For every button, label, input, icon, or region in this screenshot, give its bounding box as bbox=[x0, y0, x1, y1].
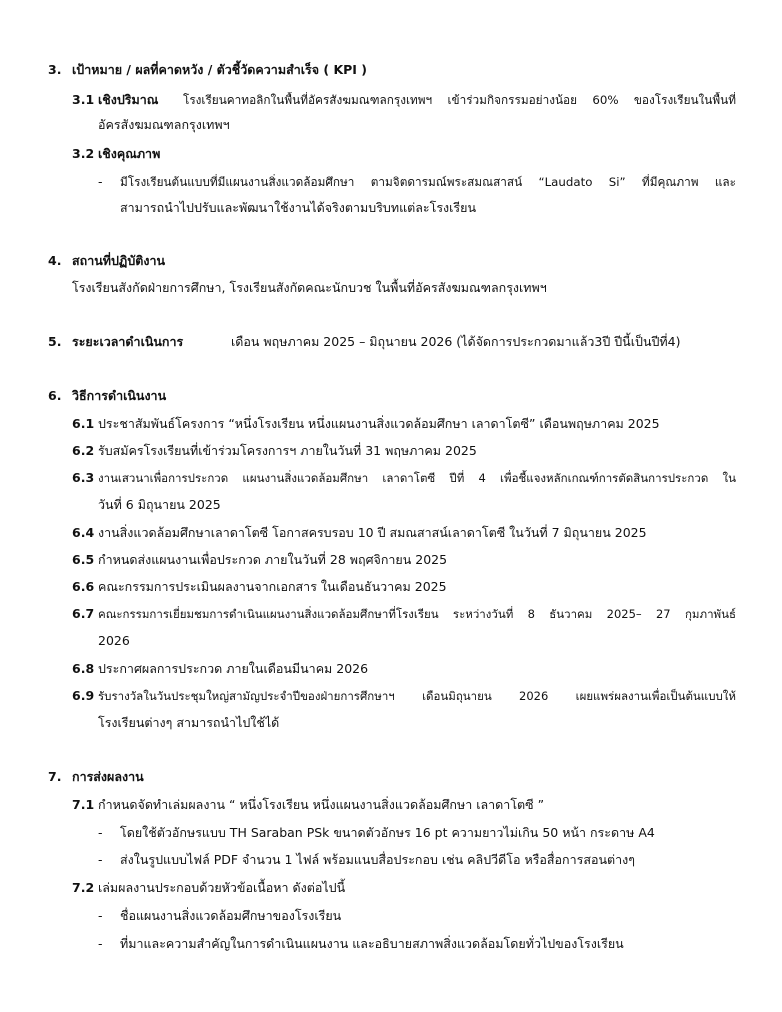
section-7-2-bullet-1-dash: - bbox=[98, 908, 103, 923]
section-3-number: 3. bbox=[48, 62, 62, 77]
section-7-number: 7. bbox=[48, 769, 62, 784]
section-6-9-line-1: รับรางวัลในวันประชุมใหญ่สามัญประจำปีของฝ่ายการศึกษาฯ เดือนมิถุนายน 2026 เผยแพร่ผลงานเพื่อเป็นต้นแบบให้ bbox=[98, 689, 736, 703]
section-6-7-number: 6.7 bbox=[72, 606, 95, 621]
section-6-3-number: 6.3 bbox=[72, 470, 95, 485]
section-6-9-line-2: โรงเรียนต่างๆ สามารถนำไปใช้ได้ bbox=[98, 715, 280, 730]
section-6-title: วิธีการดำเนินงาน bbox=[72, 388, 167, 403]
section-6-8-text: ประกาศผลการประกวด ภายในเดือนมีนาคม 2026 bbox=[98, 661, 369, 676]
section-3-2-line-1: มีโรงเรียนต้นแบบที่มีแผนงานสิ่งแวดล้อมศึกษา ตามจิตดารมณ์พระสมณสาสน์ “Laudato Si” ที่มีคุณภาพ และ bbox=[120, 175, 736, 189]
section-7-1-bullet-1: โดยใช้ตัวอักษรแบบ TH Saraban PSk ขนาดตัวอักษร 16 pt ความยาวไม่เกิน 50 หน้า กระดาษ A4 bbox=[120, 825, 655, 840]
section-7-2-bullet-2-dash: - bbox=[98, 936, 103, 951]
section-3-1-label: เชิงปริมาณ bbox=[98, 92, 159, 107]
section-7-2-bullet-1: ชื่อแผนงานสิ่งแวดล้อมศึกษาของโรงเรียน bbox=[120, 908, 342, 923]
section-6-6-number: 6.6 bbox=[72, 579, 95, 594]
section-5-title: ระยะเวลาดำเนินการ bbox=[72, 334, 184, 349]
section-6-1-text: ประชาสัมพันธ์โครงการ “หนึ่งโรงเรียน หนึ่งแผนงานสิ่งแวดล้อมศึกษา เลาดาโตซี” เดือนพฤษภาคม 2025 bbox=[98, 416, 660, 431]
section-3-2-number: 3.2 bbox=[72, 146, 95, 161]
section-6-7-line-2: 2026 bbox=[98, 633, 130, 648]
section-5-number: 5. bbox=[48, 334, 62, 349]
section-6-2-number: 6.2 bbox=[72, 443, 95, 458]
section-4-body: โรงเรียนสังกัดฝ่ายการศึกษา, โรงเรียนสังกัดคณะนักบวช ในพื้นที่อัครสังฆมณฑลกรุงเทพฯ bbox=[72, 280, 547, 295]
section-3-2-label: เชิงคุณภาพ bbox=[98, 146, 161, 161]
section-6-3-line-1: งานเสวนาเพื่อการประกวด แผนงานสิ่งแวดล้อมศึกษา เลาดาโตซี ปีที่ 4 เพื่อชี้แจงหลักเกณฑ์การตัดสินการประกวด ใน bbox=[98, 471, 736, 485]
section-3-1-number: 3.1 bbox=[72, 92, 95, 107]
section-4-title: สถานที่ปฏิบัติงาน bbox=[72, 253, 166, 268]
section-4-number: 4. bbox=[48, 253, 62, 268]
section-7-1-text: กำหนดจัดทำเล่มผลงาน “ หนึ่งโรงเรียน หนึ่งแผนงานสิ่งแวดล้อมศึกษา เลาดาโตซี ” bbox=[98, 797, 545, 812]
section-6-4-number: 6.4 bbox=[72, 525, 95, 540]
section-3-2-dash: - bbox=[98, 174, 103, 189]
section-6-2-text: รับสมัครโรงเรียนที่เข้าร่วมโครงการฯ ภายในวันที่ 31 พฤษภาคม 2025 bbox=[98, 443, 477, 458]
section-7-1-bullet-1-dash: - bbox=[98, 825, 103, 840]
section-6-7-line-1: คณะกรรมการเยี่ยมชมการดำเนินแผนงานสิ่งแวดล้อมศึกษาที่โรงเรียน ระหว่างวันที่ 8 ธันวาคม 2025– 27 กุมภาพันธ์ bbox=[98, 607, 736, 621]
section-7-2-bullet-2: ที่มาและความสำคัญในการดำเนินแผนงาน และอธิบายสภาพสิ่งแวดล้อมโดยทั่วไปของโรงเรียน bbox=[120, 936, 624, 951]
section-6-6-text: คณะกรรมการประเมินผลงานจากเอกสาร ในเดือนธันวาคม 2025 bbox=[98, 579, 447, 594]
section-7-2-text: เล่มผลงานประกอบด้วยหัวข้อเนื้อหา ดังต่อไปนี้ bbox=[98, 880, 346, 895]
section-6-number: 6. bbox=[48, 388, 62, 403]
section-7-1-number: 7.1 bbox=[72, 797, 95, 812]
section-6-5-number: 6.5 bbox=[72, 552, 95, 567]
section-6-4-text: งานสิ่งแวดล้อมศึกษาเลาดาโตซี โอกาสครบรอบ 10 ปี สมณสาสน์เลาดาโตซี ในวันที่ 7 มิถุนายน 2025 bbox=[98, 525, 647, 540]
section-6-5-text: กำหนดส่งแผนงานเพื่อประกวด ภายในวันที่ 28 พฤศจิกายน 2025 bbox=[98, 552, 448, 567]
section-6-8-number: 6.8 bbox=[72, 661, 95, 676]
section-3-1-line-1: โรงเรียนคาทอลิกในพื้นที่อัครสังฆมณฑลกรุงเทพฯ เข้าร่วมกิจกรรมอย่างน้อย 60% ของโรงเรียนในพื้นที่ bbox=[183, 93, 736, 107]
section-5-body: เดือน พฤษภาคม 2025 – มิถุนายน 2026 (ได้จัดการประกวดมาแล้ว3ปี ปีนี้เป็นปีที่4) bbox=[231, 334, 681, 349]
section-7-1-bullet-2-dash: - bbox=[98, 852, 103, 867]
section-6-3-line-2: วันที่ 6 มิถุนายน 2025 bbox=[98, 497, 221, 512]
section-6-1-number: 6.1 bbox=[72, 416, 95, 431]
section-7-2-number: 7.2 bbox=[72, 880, 95, 895]
section-6-9-number: 6.9 bbox=[72, 688, 95, 703]
section-3-1-line-2: อัครสังฆมณฑลกรุงเทพฯ bbox=[98, 117, 230, 132]
section-7-1-bullet-2: ส่งในรูปแบบไฟล์ PDF จำนวน 1 ไฟล์ พร้อมแนบสื่อประกอบ เช่น คลิปวีดีโอ หรือสื่อการสอนต่างๆ bbox=[120, 852, 635, 867]
section-3-2-line-2: สามารถนำไปปรับและพัฒนาใช้งานได้จริงตามบริบทแต่ละโรงเรียน bbox=[120, 200, 477, 215]
section-7-title: การส่งผลงาน bbox=[72, 769, 144, 784]
section-3-title: เป้าหมาย / ผลที่คาดหวัง / ตัวชี้วัดความสำเร็จ ( KPI ) bbox=[72, 62, 368, 77]
